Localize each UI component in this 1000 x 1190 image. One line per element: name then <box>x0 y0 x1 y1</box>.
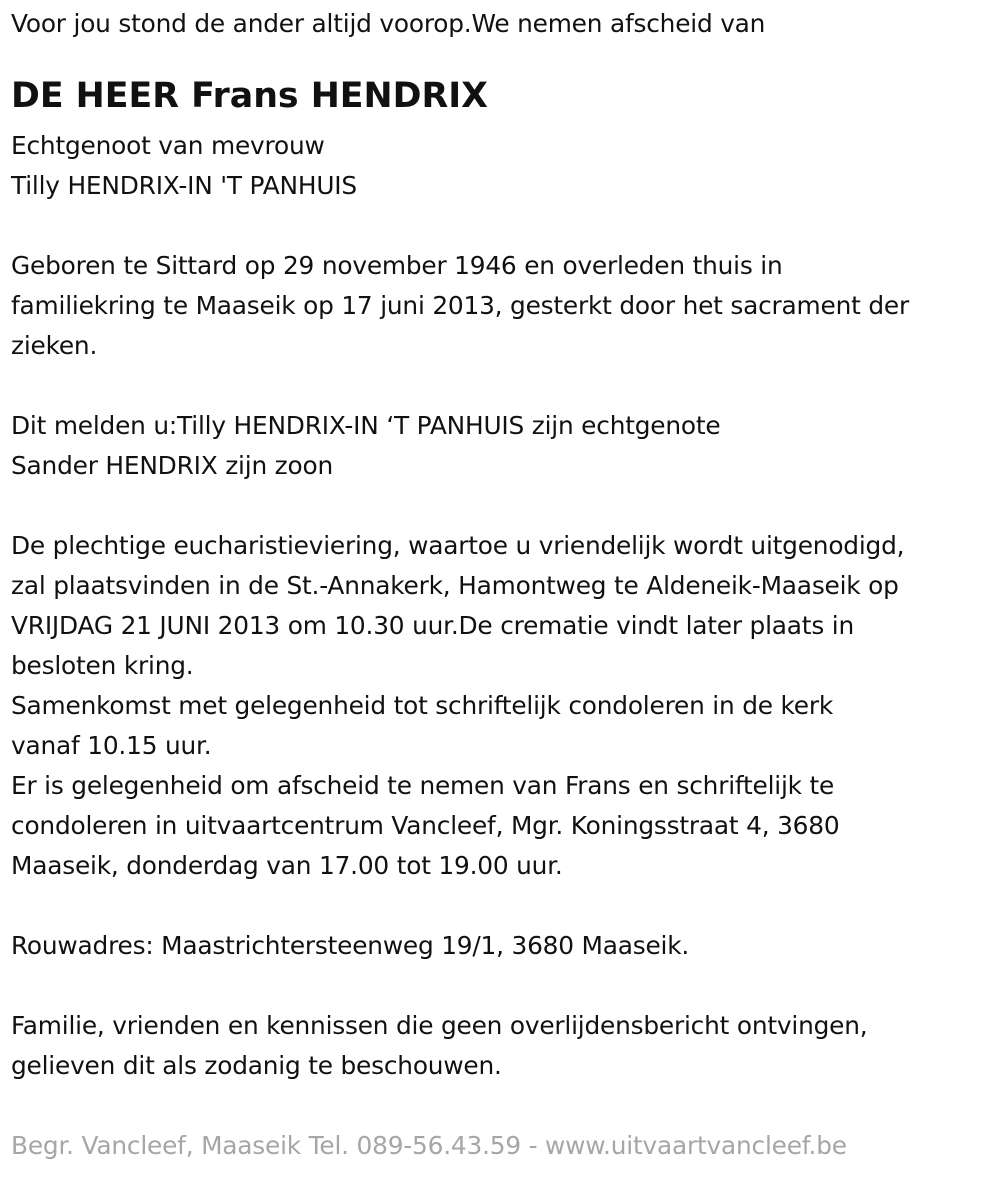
spacer <box>11 486 996 526</box>
text-line: zieken. <box>11 331 98 360</box>
spacer <box>11 366 996 406</box>
text-line: condoleren in uitvaartcentrum Vancleef, Mgr. Koningsstraat 4, 3680 <box>11 811 840 840</box>
spouse-block <box>11 126 996 206</box>
text-line: zal plaatsvinden in de St.-Annakerk, Hamontweg te Aldeneik-Maaseik op <box>11 571 899 600</box>
text-line: Er is gelegenheid om afscheid te nemen van Frans en schriftelijk te <box>11 771 835 800</box>
spouse-name: Tilly HENDRIX-IN 'T PANHUIS <box>11 171 357 200</box>
text-line: De plechtige eucharistieviering, waartoe u vriendelijk wordt uitgenodigd, <box>11 531 905 560</box>
death-notice <box>11 4 996 1166</box>
text-line: familiekring te Maaseik op 17 juni 2013, gesterkt door het sacrament der <box>11 291 909 320</box>
text-line: Samenkomst met gelegenheid tot schriftelijk condoleren in de kerk <box>11 691 834 720</box>
spacer <box>11 1086 996 1126</box>
service-paragraph <box>11 526 996 886</box>
spacer <box>11 966 996 1006</box>
text-line: vanaf 10.15 uur. <box>11 731 212 760</box>
text-line: Familie, vrienden en kennissen die geen overlijdensbericht ontvingen, <box>11 1011 868 1040</box>
text-line: besloten kring. <box>11 651 194 680</box>
deceased-name: DE HEER Frans HENDRIX <box>11 76 488 116</box>
closing-paragraph <box>11 1006 996 1086</box>
funeral-home-footer: Begr. Vancleef, Maaseik Tel. 089-56.43.59 - www.uitvaartvancleef.be <box>11 1131 847 1160</box>
spacer <box>11 886 996 926</box>
intro-line: Voor jou stond de ander altijd voorop.We nemen afscheid van <box>11 9 766 38</box>
spacer <box>11 206 996 246</box>
text-line: Maaseik, donderdag van 17.00 tot 19.00 uur. <box>11 851 563 880</box>
spouse-line: Echtgenoot van mevrouw <box>11 131 325 160</box>
mourning-address: Rouwadres: Maastrichtersteenweg 19/1, 3680 Maaseik. <box>11 931 690 960</box>
text-line: Sander HENDRIX zijn zoon <box>11 451 333 480</box>
text-line: Dit melden u:Tilly HENDRIX-IN ‘T PANHUIS zijn echtgenote <box>11 411 721 440</box>
announcers-paragraph <box>11 406 996 486</box>
text-line: Geboren te Sittard op 29 november 1946 en overleden thuis in <box>11 251 783 280</box>
text-line: VRIJDAG 21 JUNI 2013 om 10.30 uur.De crematie vindt later plaats in <box>11 611 854 640</box>
text-line: gelieven dit als zodanig te beschouwen. <box>11 1051 502 1080</box>
birth-death-paragraph <box>11 246 996 366</box>
